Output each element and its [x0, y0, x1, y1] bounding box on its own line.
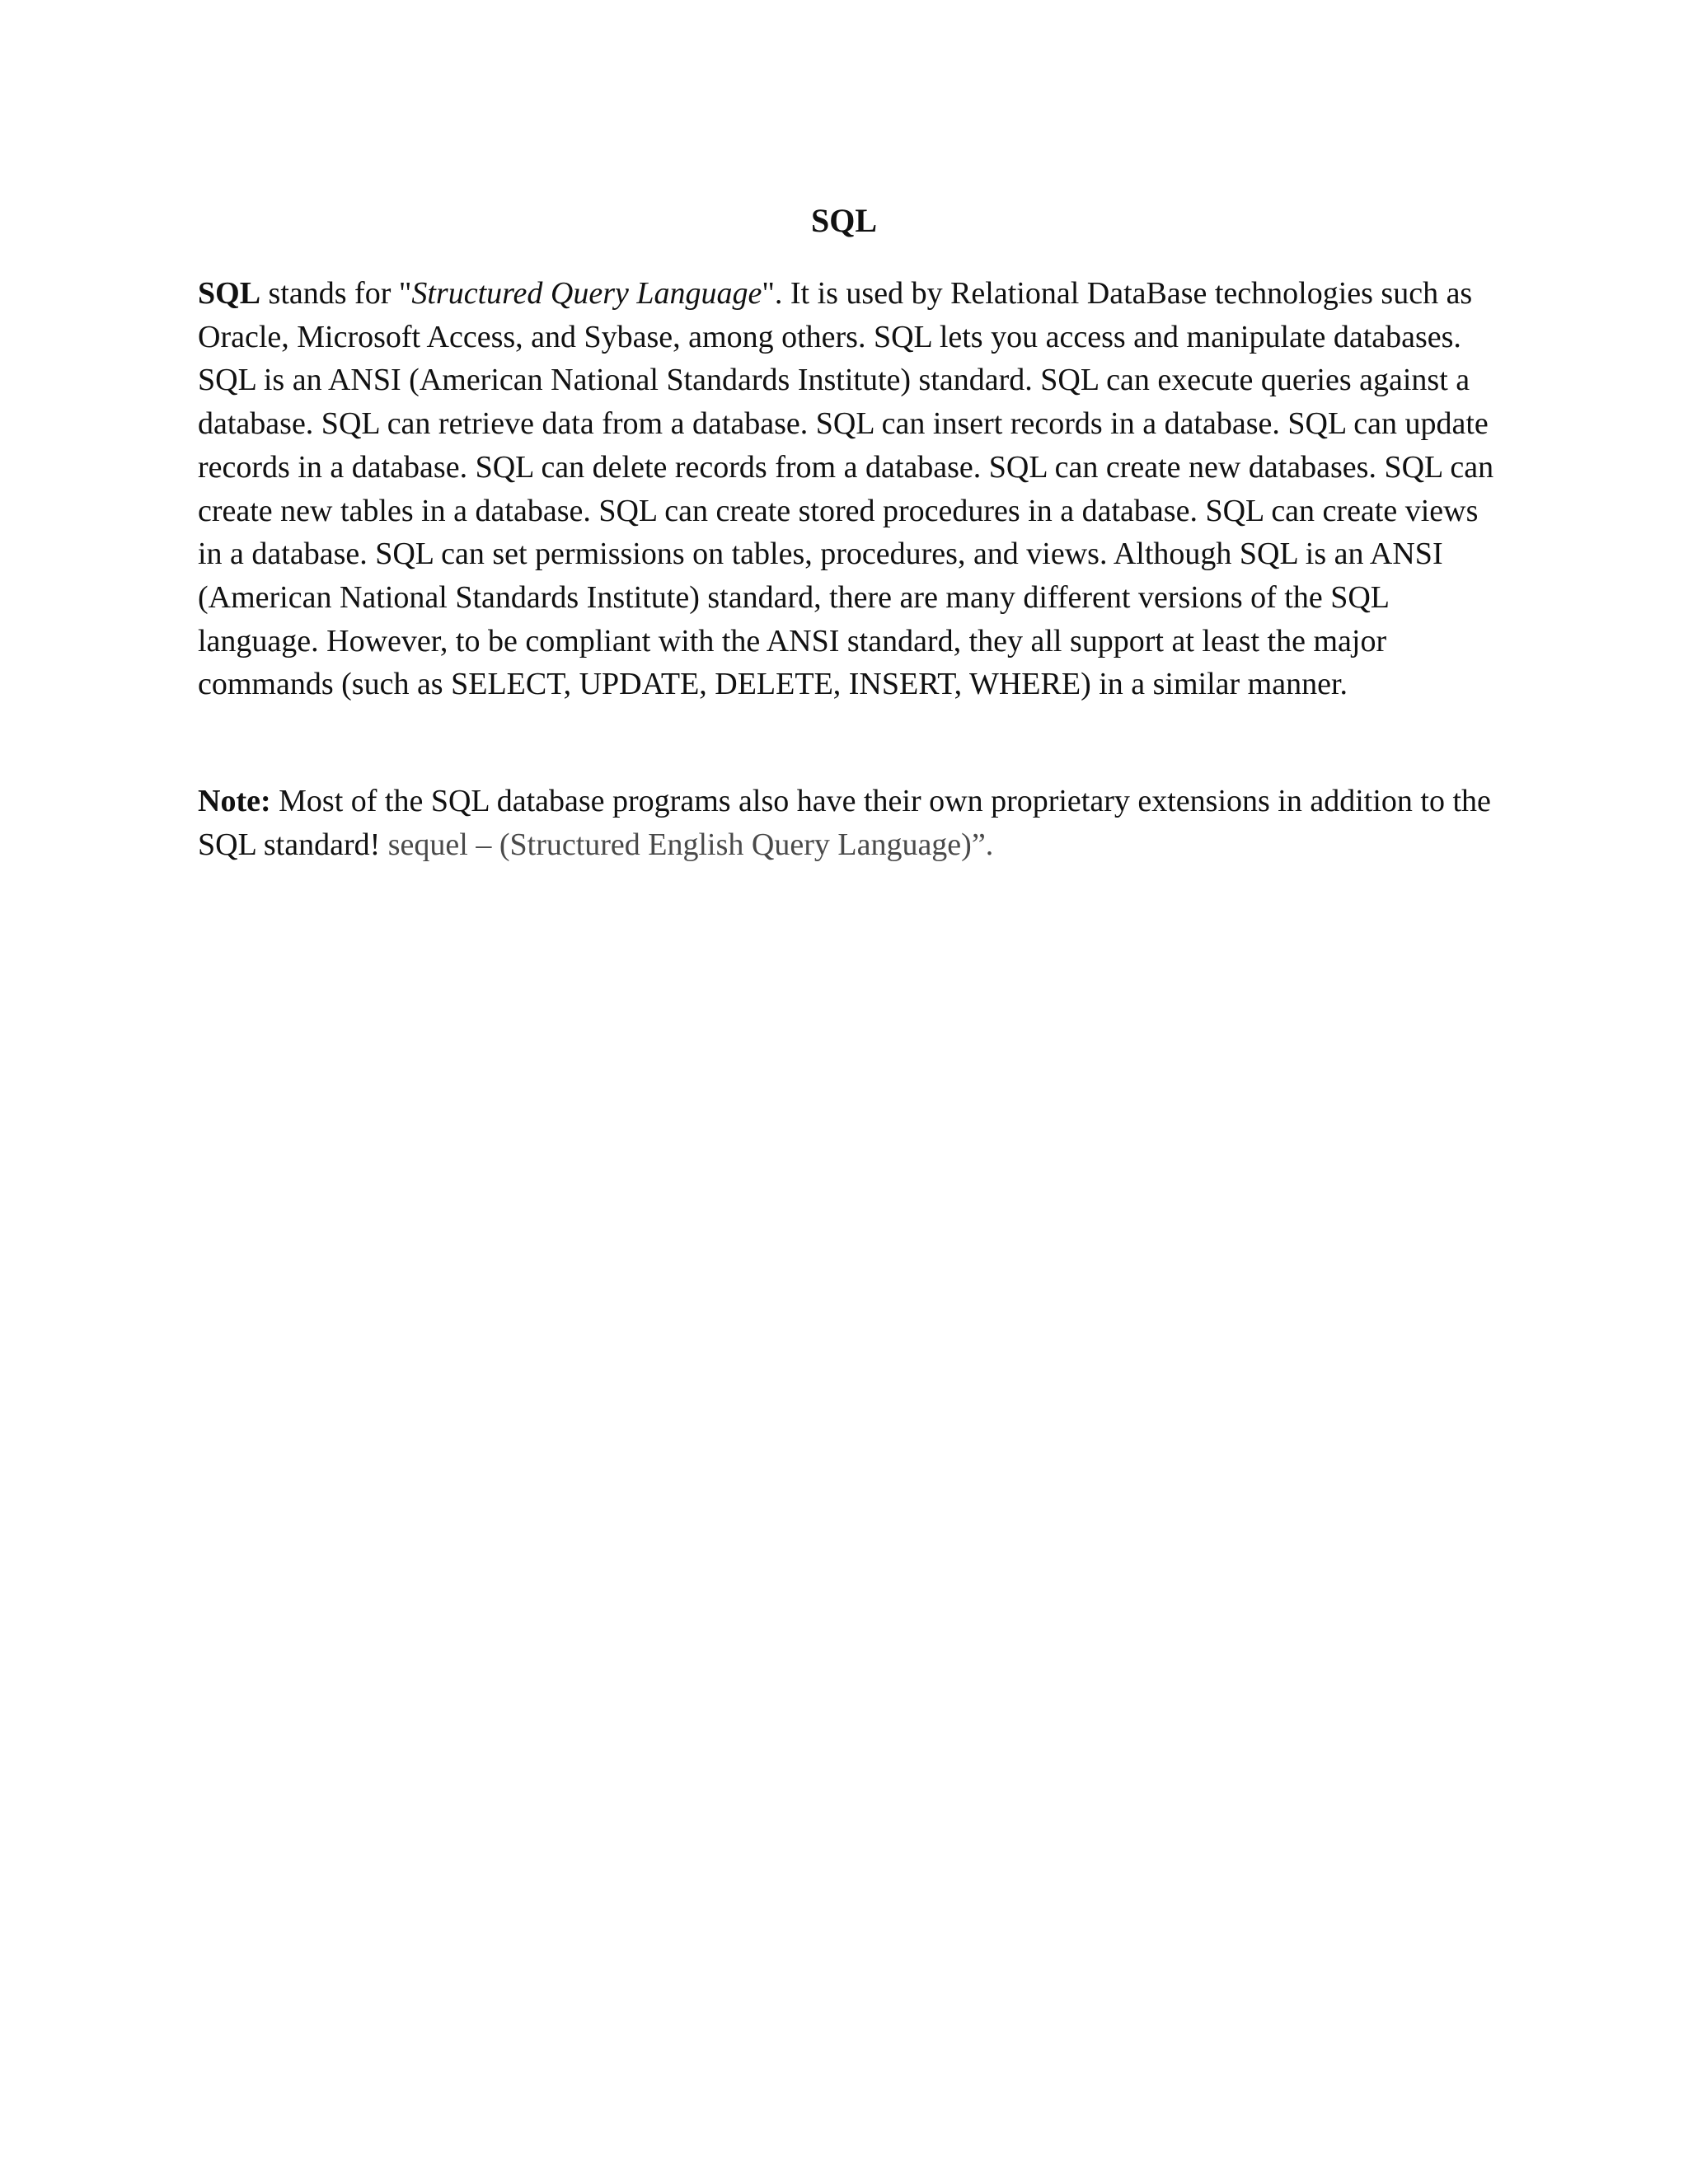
- paragraph-sql-definition: [198, 272, 1508, 706]
- paragraph-body: ". It is used by Relational DataBase technologies such as Oracle, Microsoft Access, and Sybase, among others. SQL lets you access and manipulate databases. SQL is an ANSI (American National Standards Institute) standard. SQL can execute queries against a database. SQL can retrieve data from a database. SQL can insert records in a database. SQL can update records in a database. SQL can delete records from a database. SQL can create new databases. SQL can create new tables in a database. SQL can create stored procedures in a database. SQL can create views in a database. SQL can set permissions on tables, procedures, and views. Although SQL is an ANSI (American National Standards Institute) standard, there are many different versions of the SQL language. However, to be compliant with the ANSI standard, they all support at least the major commands (such as SELECT, UPDATE, DELETE, INSERT, WHERE) in a similar manner.: [198, 276, 1494, 702]
- paragraph-note: [198, 780, 1508, 866]
- italic-phrase: Structured Query Language: [411, 276, 762, 311]
- bold-term: SQL: [198, 276, 261, 311]
- page-title: SQL: [810, 202, 878, 239]
- note-gray-text: sequel – (Structured English Query Language)”.: [387, 827, 994, 862]
- note-text: Most of the SQL database programs also have their own proprietary extensions in addition to the SQL standard!: [198, 784, 1491, 862]
- note-label: Note:: [198, 784, 271, 818]
- text-before-italic: stands for ": [260, 276, 412, 311]
